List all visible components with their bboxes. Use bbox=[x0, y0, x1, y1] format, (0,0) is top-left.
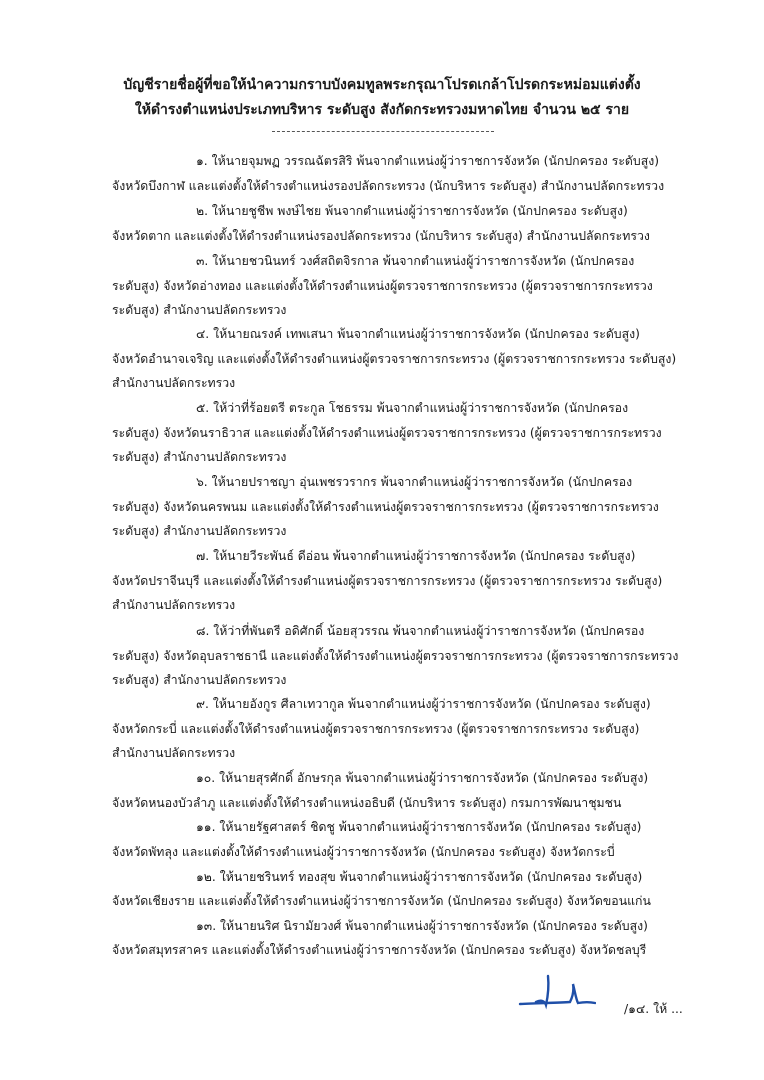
entry-3-line-3: ระดับสูง) สำนักงานปลัดกระทรวง bbox=[112, 303, 287, 317]
entry-7-line-3: สำนักงานปลัดกระทรวง bbox=[112, 598, 236, 612]
signature-mark bbox=[518, 972, 596, 1012]
document-title-line-1: บัญชีรายชื่อผู้ที่ขอให้นำความกราบบังคมทูลพระกรุณาโปรดเกล้าโปรดกระหม่อมแต่งตั้ง bbox=[123, 77, 641, 93]
entry-3-line-2: ระดับสูง) จังหวัดอ่างทอง และแต่งตั้งให้ดำรงตำแหน่งผู้ตรวจราชการกระทรวง (ผู้ตรวจราชการกระทรวง bbox=[112, 279, 653, 293]
continuation-footer: /๑๔. ให้ ... bbox=[624, 1002, 683, 1016]
entry-4-line-1: ๔. ให้นายณรงค์ เทพเสนา พ้นจากตำแหน่งผู้ว่าราชการจังหวัด (นักปกครอง ระดับสูง) bbox=[196, 327, 640, 341]
entry-4-line-2: จังหวัดอำนาจเจริญ และแต่งตั้งให้ดำรงตำแหน่งผู้ตรวจราชการกระทรวง (ผู้ตรวจราชการกระทรวง ระดับสูง) bbox=[112, 352, 677, 366]
entry-10-line-2: จังหวัดหนองบัวลำภู และแต่งตั้งให้ดำรงตำแหน่งอธิบดี (นักบริหาร ระดับสูง) กรมการพัฒนาชุมชน bbox=[112, 796, 622, 810]
entry-2-line-2: จังหวัดตาก และแต่งตั้งให้ดำรงตำแหน่งรองปลัดกระทรวง (นักบริหาร ระดับสูง) สำนักงานปลัดกระทรวง bbox=[112, 229, 650, 243]
entry-7-line-2: จังหวัดปราจีนบุรี และแต่งตั้งให้ดำรงตำแหน่งผู้ตรวจราชการกระทรวง (ผู้ตรวจราชการกระทรวง ระดับสูง) bbox=[112, 574, 663, 588]
entry-9-line-1: ๙. ให้นายอังกูร ศีลาเทวากูล พ้นจากตำแหน่งผู้ว่าราชการจังหวัด (นักปกครอง ระดับสูง) bbox=[196, 697, 651, 711]
entry-6-line-1: ๖. ให้นายปราชญา อุ่นเพชรวรากร พ้นจากตำแหน่งผู้ว่าราชการจังหวัด (นักปกครอง bbox=[196, 475, 633, 489]
entry-11-line-2: จังหวัดพัทลุง และแต่งตั้งให้ดำรงตำแหน่งผู้ว่าราชการจังหวัด (นักปกครอง ระดับสูง) จังหวัดกระบี่ bbox=[112, 845, 615, 859]
entry-13-line-1: ๑๓. ให้นายนริศ นิรามัยวงศ์ พ้นจากตำแหน่งผู้ว่าราชการจังหวัด (นักปกครอง ระดับสูง) bbox=[196, 919, 648, 933]
entry-5-line-1: ๕. ให้ว่าที่ร้อยตรี ตระกูล โชธรรม พ้นจากตำแหน่งผู้ว่าราชการจังหวัด (นักปกครอง bbox=[196, 401, 629, 415]
entry-8-line-2: ระดับสูง) จังหวัดอุบลราชธานี และแต่งตั้งให้ดำรงตำแหน่งผู้ตรวจราชการกระทรวง (ผู้ตรวจราชการกระทรวง bbox=[112, 649, 679, 663]
entry-1-line-2: จังหวัดบึงกาฬ และแต่งตั้งให้ดำรงตำแหน่งรองปลัดกระทรวง (นักบริหาร ระดับสูง) สำนักงานปลัดกระทรวง bbox=[112, 179, 665, 193]
entry-10-line-1: ๑๐. ให้นายสุรศักดิ์ อักษรกุล พ้นจากตำแหน่งผู้ว่าราชการจังหวัด (นักปกครอง ระดับสูง) bbox=[196, 771, 649, 785]
entry-12-line-1: ๑๒. ให้นายชรินทร์ ทองสุข พ้นจากตำแหน่งผู้ว่าราชการจังหวัด (นักปกครอง ระดับสูง) bbox=[196, 870, 643, 884]
entry-13-line-2: จังหวัดสมุทรสาคร และแต่งตั้งให้ดำรงตำแหน่งผู้ว่าราชการจังหวัด (นักปกครอง ระดับสูง) จังหวัดชลบุรี bbox=[112, 943, 647, 957]
entry-6-line-2: ระดับสูง) จังหวัดนครพนม และแต่งตั้งให้ดำรงตำแหน่งผู้ตรวจราชการกระทรวง (ผู้ตรวจราชการกระทรวง bbox=[112, 500, 659, 514]
entry-8-line-1: ๘. ให้ว่าที่พันตรี อดิศักดิ์ น้อยสุวรรณ พ้นจากตำแหน่งผู้ว่าราชการจังหวัด (นักปกครอง bbox=[196, 624, 645, 638]
entry-9-line-3: สำนักงานปลัดกระทรวง bbox=[112, 746, 236, 760]
entry-2-line-1: ๒. ให้นายชูชีพ พงษ์ไชย พ้นจากตำแหน่งผู้ว่าราชการจังหวัด (นักปกครอง ระดับสูง) bbox=[196, 204, 628, 218]
entry-1-line-1: ๑. ให้นายจุมพฏ วรรณฉัตรสิริ พ้นจากตำแหน่งผู้ว่าราชการจังหวัด (นักปกครอง ระดับสูง) bbox=[196, 154, 660, 168]
signature-stroke bbox=[520, 984, 595, 1004]
entry-8-line-3: ระดับสูง) สำนักงานปลัดกระทรวง bbox=[112, 673, 287, 687]
entry-11-line-1: ๑๑. ให้นายรัฐศาสตร์ ชิดชู พ้นจากตำแหน่งผู้ว่าราชการจังหวัด (นักปกครอง ระดับสูง) bbox=[196, 820, 642, 834]
entry-5-line-2: ระดับสูง) จังหวัดนราธิวาส และแต่งตั้งให้ดำรงตำแหน่งผู้ตรวจราชการกระทรวง (ผู้ตรวจราชการกระทรวง bbox=[112, 426, 662, 440]
entry-12-line-2: จังหวัดเชียงราย และแต่งตั้งให้ดำรงตำแหน่งผู้ว่าราชการจังหวัด (นักปกครอง ระดับสูง) จังหวัดขอนแก่น bbox=[112, 894, 651, 908]
entry-6-line-3: ระดับสูง) สำนักงานปลัดกระทรวง bbox=[112, 524, 287, 538]
entry-5-line-3: ระดับสูง) สำนักงานปลัดกระทรวง bbox=[112, 450, 287, 464]
entry-7-line-1: ๗. ให้นายวีระพันธ์ ดีอ่อน พ้นจากตำแหน่งผู้ว่าราชการจังหวัด (นักปกครอง ระดับสูง) bbox=[196, 549, 636, 563]
document-title-line-2: ให้ดำรงตำแหน่งประเภทบริหาร ระดับสูง สังกัดกระทรวงมหาดไทย จำนวน ๒๕ ราย bbox=[134, 102, 630, 118]
signature-stroke bbox=[536, 976, 548, 1005]
title-divider bbox=[272, 131, 494, 132]
entry-3-line-1: ๓. ให้นายชวนินทร์ วงศ์สถิตจิรกาล พ้นจากตำแหน่งผู้ว่าราชการจังหวัด (นักปกครอง bbox=[196, 254, 635, 268]
entry-4-line-3: สำนักงานปลัดกระทรวง bbox=[112, 376, 236, 390]
entry-9-line-2: จังหวัดกระบี่ และแต่งตั้งให้ดำรงตำแหน่งผู้ตรวจราชการกระทรวง (ผู้ตรวจราชการกระทรวง ระดับสูง) bbox=[112, 722, 640, 736]
